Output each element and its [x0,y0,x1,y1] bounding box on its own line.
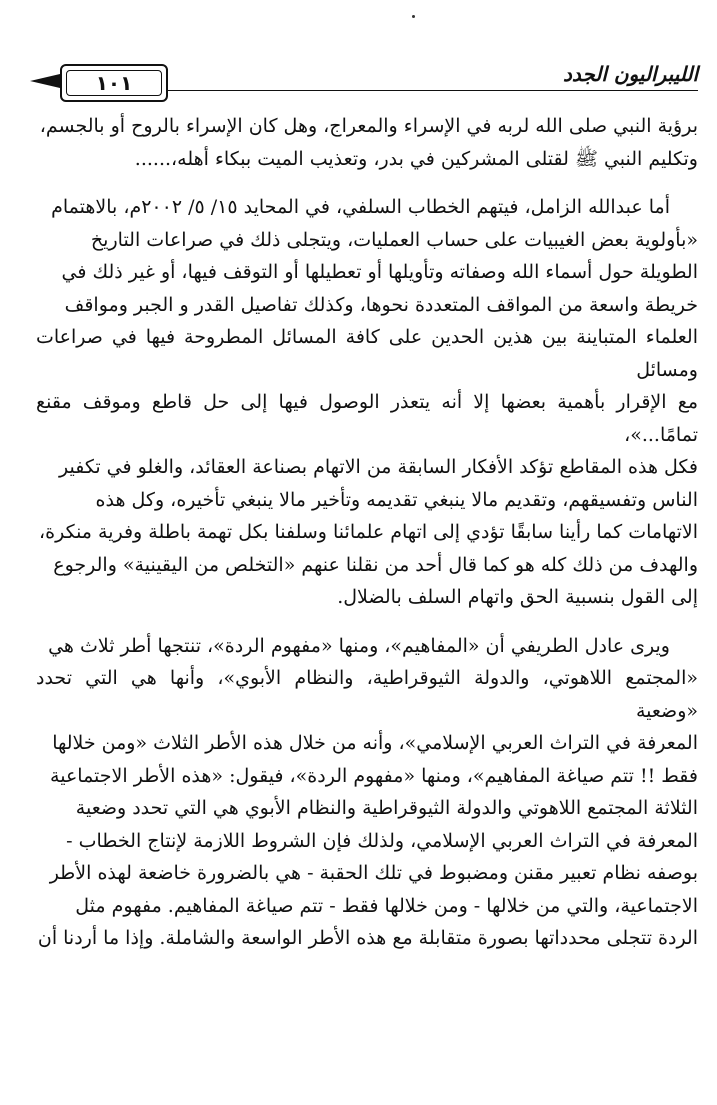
header-rule [135,90,698,91]
page-number-frame [60,64,168,102]
text-line: الثلاثة المجتمع اللاهوتي والدولة الثيوقراطية والنظام الأبوي هي التي تحدد وضعية [75,797,698,819]
text-line: فكل هذه المقاطع تؤكد الأفكار السابقة من الاتهام بصناعة العقائد، والغلو في تكفير [59,456,698,478]
text-line: الطويلة حول أسماء الله وصفاته وتأويلها أو تعطيلها أو التوقف فيها، أو غير ذلك في [61,261,698,283]
paragraph-gap [36,614,698,630]
text-line: الاتهامات كما رأينا سابقًا تؤدي إلى اتهام علمائنا وسلفنا بكل تهمة باطلة وفرية منكرة، [39,521,698,543]
paragraph-gap [36,175,698,191]
text-line: فقط !! تتم صياغة المفاهيم»، ومنها «مفهوم الردة»، فيقول: «هذه الأطر الاجتماعية [50,764,698,787]
text-line: وتكليم النبي ﷺ لقتلى المشركين في بدر، وتعذيب الميت ببكاء أهله،...... [134,147,698,170]
text-line: العلماء المتباينة بين هذين الحدين على كافة المسائل المطروحة فيها في صراعات ومسائل [36,326,698,381]
text-line: بوصفه نظام تعبير مقنن ومضبوط في تلك الحقبة - هي بالضرورة خاضعة لهذه الأطر [49,862,698,884]
text-line: المعرفة في التراث العربي الإسلامي، ولذلك فإن الشروط اللازمة لإنتاج الخطاب - [66,829,698,852]
text-line: إلى القول بنسبية الحق واتهام السلف بالضلال. [337,586,698,608]
page-number: ١٠١ [95,71,133,95]
text-line: الردة تتجلى محدداتها بصورة متقابلة مع هذه الأطر الواسعة والشاملة. وإذا ما أردنا أن [37,927,698,949]
running-title: الليبراليون الجدد [562,62,698,86]
text-line: برؤية النبي صلى الله لربه في الإسراء والمعراج، وهل كان الإسراء بالروح أو بالجسم، [39,115,698,137]
text-line: «المجتمع اللاهوتي، والدولة الثيوقراطية، والنظام الأبوي»، وأنها هي التي تحدد «وضعية [36,667,698,722]
page-number-frame-inner [66,70,162,96]
text-line: خريطة واسعة من المواقف المتعددة نحوها، وكذلك تفاصيل القدر و الجبر ومواقف [64,293,698,316]
text-line: والهدف من ذلك كله هو كما قال أحد من نقلنا عنهم «التخلص من اليقينية» والرجوع [53,553,698,576]
text-line: المعرفة في التراث العربي الإسلامي»، وأنه من خلال هذه الأطر الثلاث «ومن خلالها [52,732,698,754]
text-line: الاجتماعية، والتي من خلالها - ومن خلالها فقط - تتم صياغة المفاهيم. مفهوم مثل [75,894,698,917]
header-arrow-ornament [30,74,60,88]
text-line: أما عبدالله الزامل، فيتهم الخطاب السلفي، في المحايد ١٥/ ٥/ ٢٠٠٢م، بالاهتمام [51,196,670,218]
page-header [30,62,698,102]
paragraph-3 [36,630,698,955]
body-text [36,110,698,955]
scan-dot [412,15,415,18]
text-line: «بأولوية بعض الغيبيات على حساب العمليات، ويتجلى ذلك في صراعات التاريخ [90,228,698,251]
text-line: ويرى عادل الطريفي أن «المفاهيم»، ومنها «مفهوم الردة»، تنتجها أطر ثلاث هي [48,634,670,657]
paragraph-1 [36,110,698,175]
text-line: الناس وتفسيقهم، وتقديم مالا ينبغي تقديمه وتأخير مالا ينبغي تأخيره، وكل هذه [95,488,698,511]
paragraph-2 [36,191,698,614]
text-line: مع الإقرار بأهمية بعضها إلا أنه يتعذر الوصول فيها إلى حل قاطع وموقف مقنع تمامًا...»، [36,391,698,446]
